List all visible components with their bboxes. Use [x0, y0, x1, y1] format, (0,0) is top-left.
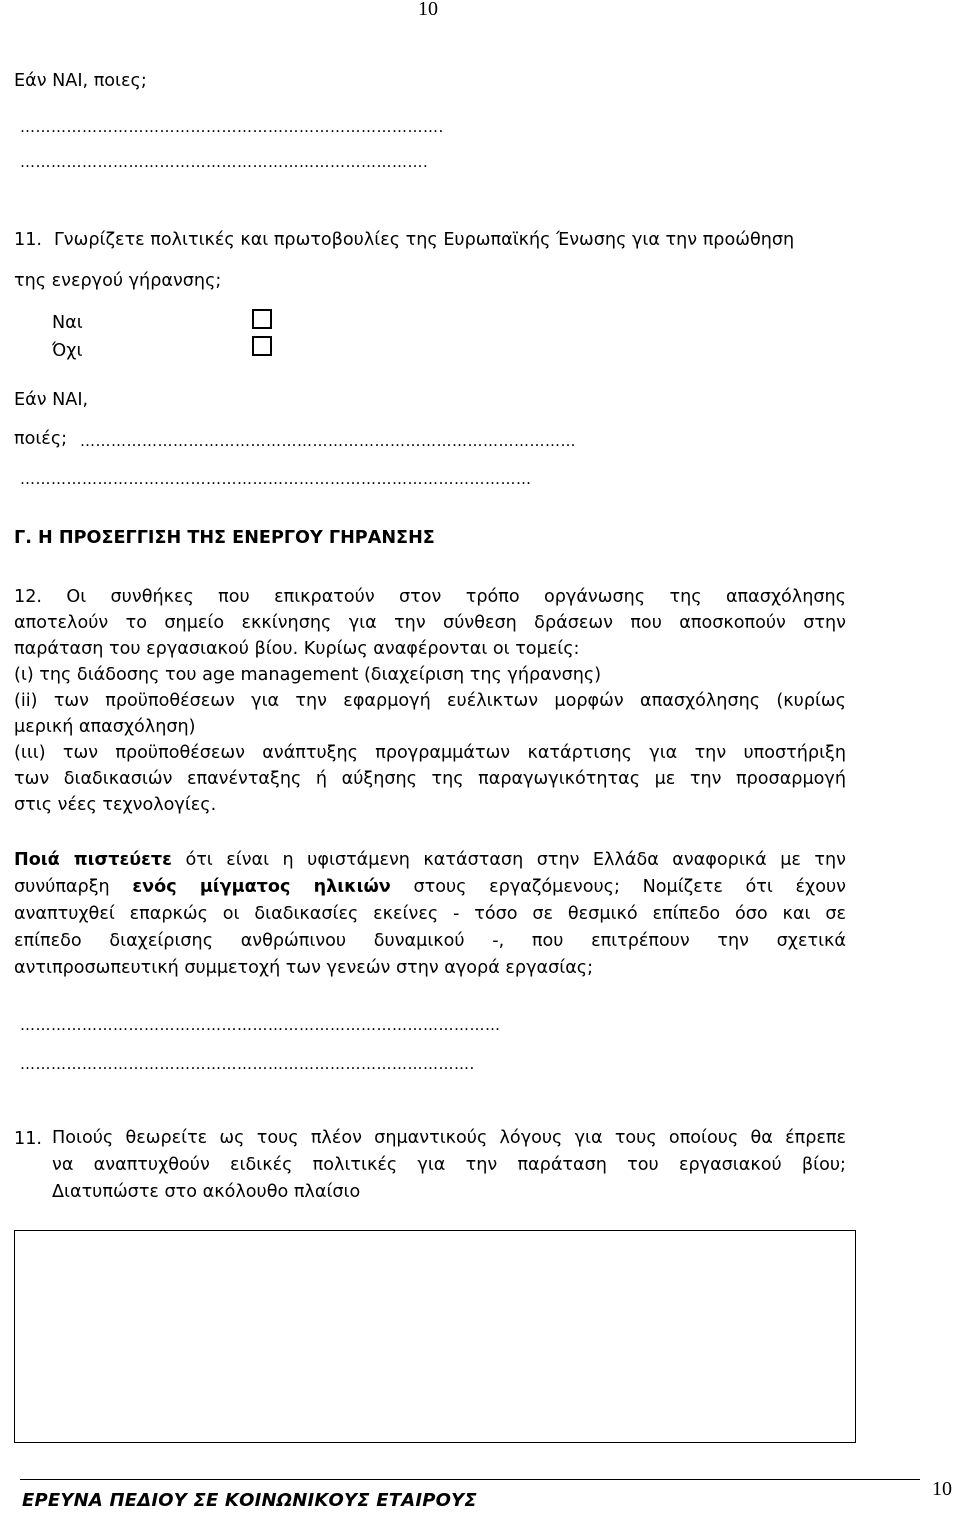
q12-item-ii-line-2: μερική απασχόληση): [14, 717, 196, 737]
section-title: Γ. Η ΠΡΟΣΕΓΓΙΣΗ ΤΗΣ ΕΝΕΡΓΟΥ ΓΗΡΑΝΣΗΣ: [14, 528, 435, 548]
q11a-number: 11.: [14, 230, 42, 250]
q12-question-text-2b: στους εργαζόμενους; Νομίζετε ότι έχουν: [390, 877, 846, 897]
q12-item-iii-line-2: των διαδικασιών επανένταξης ή αύξησης της παραγωγικότητας με την προσαρμογή: [14, 769, 846, 789]
q12-question-line-1: [14, 847, 846, 873]
q12-question-text-1: ότι είναι η υφιστάμενη κατάσταση στην Ελλάδα αναφορικά με την: [171, 850, 846, 870]
option-yes-label: Ναι: [52, 313, 83, 333]
answer-box[interactable]: [14, 1230, 856, 1443]
q12-line-1: 12. Οι συνθήκες που επικρατούν στον τρόπο οργάνωσης της απασχόλησης: [14, 587, 846, 607]
q12-item-ii-line-1: (ii) των προϋποθέσεων για την εφαρμογή ευέλικτων μορφών απασχόλησης (κυρίως: [14, 691, 846, 711]
q12-bold-age-mix: ενός μίγματος ηλικιών: [132, 877, 391, 897]
q11a-text-line-2: της ενεργού γήρανσης;: [14, 271, 222, 291]
q12-line-2: αποτελούν το σημείο εκκίνησης για την σύνθεση δράσεων που αποσκοπούν στην: [14, 613, 846, 633]
q12-dots-line-1: …………………………………………………………………………………: [20, 1016, 501, 1034]
option-no-checkbox[interactable]: [252, 336, 272, 356]
q11b-line-1: Ποιούς θεωρείτε ως τους πλέον σημαντικούς λόγους για τους οποίους θα έπρεπε: [52, 1128, 846, 1148]
header-page-number: 10: [418, 0, 438, 20]
prev-dots-line-2: …………………………………………………………………….: [20, 153, 429, 171]
q12-question-text-2a: συνύπαρξη: [14, 877, 133, 897]
q12-line-3b: Κυρίως αναφέρονται οι τομείς:: [303, 639, 580, 659]
q11a-which-label: ποιές;: [14, 429, 68, 449]
q12-bold-which-believe: Ποιά πιστεύετε: [14, 850, 172, 870]
option-no-label: Όχι: [52, 341, 83, 361]
q12-question-line-5: αντιπροσωπευτική συμμετοχή των γενεών στην αγορά εργασίας;: [14, 958, 594, 978]
q11b-line-3: Διατυπώστε στο ακόλουθο πλαίσιο: [52, 1182, 361, 1202]
prev-dots-line-1: ……………………………………………………………………….: [20, 118, 444, 136]
option-yes-checkbox[interactable]: [252, 309, 272, 329]
q12-question-line-3: αναπτυχθεί επαρκώς οι διαδικασίες εκείνες - τόσο σε θεσμικό επίπεδο όσο και σε: [14, 904, 846, 924]
q11a-dots-line-2: ………………………………………………………………………………………: [20, 470, 532, 488]
footer-title: ΕΡΕΥΝΑ ΠΕΔΙΟΥ ΣΕ ΚΟΙΝΩΝΙΚΟΥΣ ΕΤΑΙΡΟΥΣ: [22, 1490, 477, 1511]
q11a-if-yes-label: Εάν ΝΑΙ,: [14, 390, 89, 410]
footer-page-number: 10: [932, 1478, 952, 1500]
q12-question-line-4: επίπεδο διαχείρισης ανθρώπινου δυναμικού -, που επιτρέπουν την σχετικά: [14, 931, 846, 951]
q12-item-iii-line-3: στις νέες τεχνολογίες.: [14, 795, 217, 815]
q12-dots-line-2: …………………………………………………………………………….: [20, 1055, 475, 1073]
q12-line-3: [14, 636, 846, 662]
q11b-line-2: να αναπτυχθούν ειδικές πολιτικές για την παράταση του εργασιακού βίου;: [52, 1155, 846, 1175]
q11b-number: 11.: [14, 1129, 42, 1149]
q11a-text-line-1: Γνωρίζετε πολιτικές και πρωτοβουλίες της Ευρωπαϊκής Ένωσης για την προώθηση: [54, 230, 795, 250]
q12-item-i: (ι) της διάδοσης του age management (διαχείριση της γήρανσης): [14, 665, 602, 685]
footer-rule: [20, 1479, 920, 1480]
q11a-dots-line-1: ……………………………………………………………………………………: [80, 432, 576, 450]
q12-item-iii-line-1: (ιιι) των προϋποθέσεων ανάπτυξης προγραμμάτων κατάρτισης για την υποστήριξη: [14, 743, 846, 763]
q12-question-line-2: [14, 874, 846, 900]
prev-if-yes-label: Εάν ΝΑΙ, ποιες;: [14, 71, 147, 91]
q12-line-3a: παράταση του εργασιακού βίου.: [14, 639, 299, 659]
